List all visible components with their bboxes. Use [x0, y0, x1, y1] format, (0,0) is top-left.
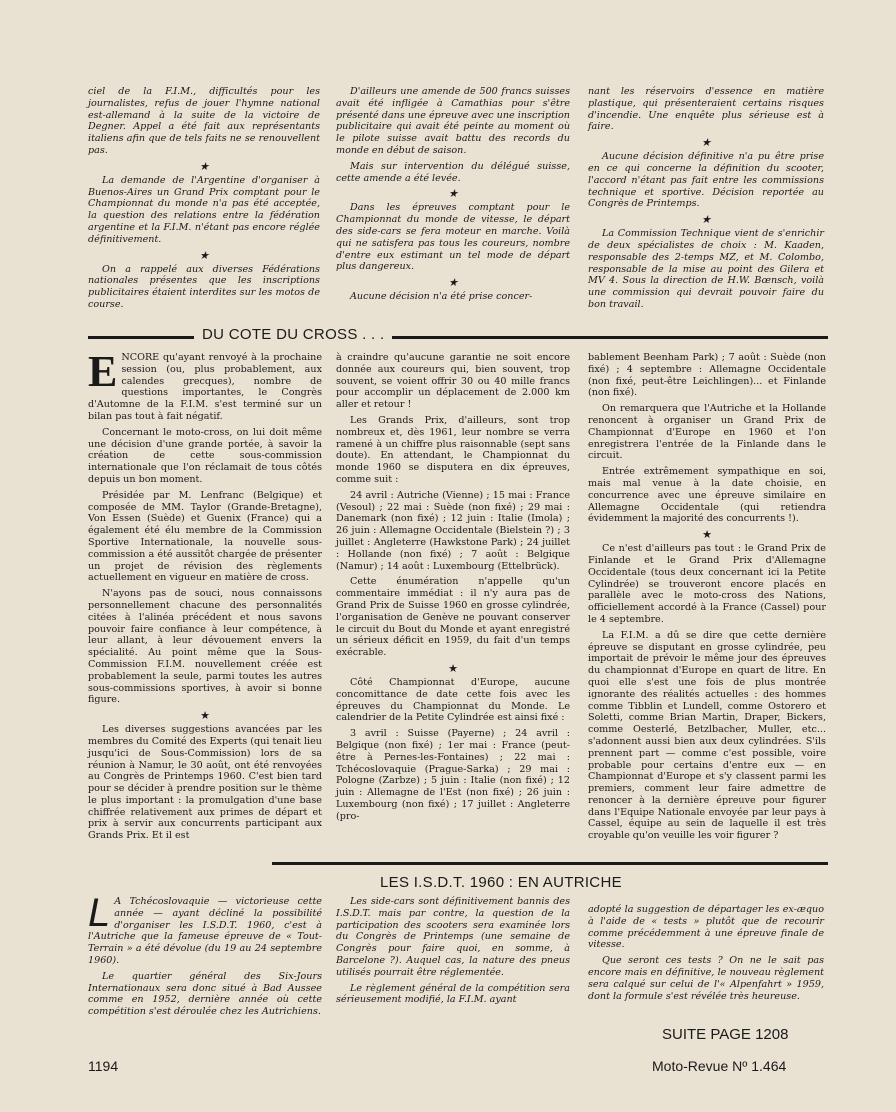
top-column-1 — [88, 86, 320, 315]
page-number: 1194 — [88, 1058, 119, 1074]
cross-column-2 — [336, 352, 570, 826]
paragraph: Le quartier général des Six-Jours Internationaux sera donc situé à Bad Aussee comme en 1952, dernière année où cette compétition s'est déroulée chez les Autrichiens. — [88, 970, 322, 1018]
paragraph: La Commission Technique vient de s'enrichir de deux spécialistes de choix : M. Kaaden, responsable des 2-temps MZ, et M. Colombo, responsable de la mise au point des Gilera et MV 4. Sous la direction de H.W. Bœnsch, voilà une commission qui devrait pouvoir faire du bon travail. — [588, 228, 824, 310]
top-column-2 — [336, 86, 570, 307]
section-heading-isdt: LES I.S.D.T. 1960 : EN AUTRICHE — [372, 874, 630, 891]
star-separator: ★ — [199, 248, 209, 262]
paragraph: La F.I.M. a dû se dire que cette dernière épreuve se disputant en grosse cylindrée, peu importait de prévoir le même jour des épreuves du championnat d'Europe en quart de litre. En quoi elle s'est une fois de plus montrée ignorante des réalités actuelles : des hommes comme Tibblin et Lundell, comme Ostorero et Soletti, comme Brian Martin, Draper, Bickers, comme Oesterlé, Betzlbacher, Muller, etc... s'adonnent aussi bien aux deux cylindrées. S'ils prennent part — comme c'est possible, voire probable pour certains d'entre eux — en Championnat d'Europe et s'y classent parmi les premiers, comment leur faire admettre de renoncer à la dernière épreuve pour figurer dans l'Equipe Nationale envoyée par leur pays à Cassel, équipe au sein de laquelle il est très croyable qu'on veuille les voir figurer ? — [588, 629, 826, 842]
paragraph-text: A Tchécoslovaquie — victorieuse cette année — ayant décliné la possibilité d'organiser les I.S.D.T. 1960, c'est à l'Autriche que la fameuse épreuve de « Tout-Terrain » a été dévolue (du 19 au 24 septembre 1960). — [88, 896, 322, 966]
paragraph: D'ailleurs une amende de 500 francs suisses avait été infligée à Camathias pour s'être présenté dans une épreuve avec une inscription publicitaire qui avait été peinte au moment où le pilote suisse avait battu des records du monde en début de saison. — [336, 86, 570, 156]
star-separator: ★ — [448, 187, 458, 201]
paragraph: N'ayons pas de souci, nous connaissons personnellement chacune des personnalités citées à l'alinéa précédent et nous savons pouvoir faire confiance à leur compétence, à leur allant, à leur dévouement envers la spécialité. Au point même que la Sous-Commission F.I.M. nouvellement créée est probablement la seule, parmi toutes les autres sous-commissions sportives, à avoir si bonne figure. — [88, 588, 322, 706]
paragraph: Aucune décision définitive n'a pu être prise en ce qui concerne la définition du scooter, l'accord n'étant pas fait entre les commissions technique et sportive. Décision reportée au Congrès de Printemps. — [588, 151, 824, 210]
paragraph: Concernant le moto-cross, on lui doit même une décision d'une grande portée, à savoir la création de cette sous-commission internationale que l'on réclamait de tous côtés depuis un bon moment. — [88, 426, 322, 485]
top-column-3 — [588, 86, 824, 315]
paragraph: à craindre qu'aucune garantie ne soit encore donnée aux coureurs qui, bien souvent, trop souvent, se voient offrir 30 ou 40 mille francs pour accomplir un déplacement de 2.000 km aller et retour ! — [336, 352, 570, 411]
paragraph: Dans les épreuves comptant pour le Championnat du monde de vitesse, le départ des side-cars se fera moteur en marche. Voilà qui ne satisfera pas tous les coureurs, nombre d'entre eux estimant un tel mode de départ plus dangereux. — [336, 202, 570, 273]
paragraph: Aucune décision n'a été prise concer- — [350, 291, 533, 303]
star-separator: ★ — [448, 276, 458, 290]
isdt-column-2 — [336, 896, 570, 1010]
paragraph: Les diverses suggestions avancées par les membres du Comité des Experts (qui tenait lieu jusqu'ici de Sous-Commission) lors de sa réunion à Namur, le 30 août, ont été renvoyées au Congrès de Printemps 1960. C'est bien tard pour se décider à prendre position sur le thème le plus important : la promulgation d'une base chiffrée relativement aux primes de départ et prix à servir aux concurrents participant aux Grands Prix. Et il est — [88, 724, 322, 842]
star-separator: ★ — [701, 213, 711, 227]
drop-cap: L — [88, 891, 111, 935]
paragraph: Que seront ces tests ? On ne le sait pas encore mais en définitive, le nouveau règlement sera calqué sur celui de l'« Alpenfahrt » 1959, dont la formule s'est révélée très heureuse. — [588, 955, 824, 1002]
paragraph: Entrée extrêmement sympathique en soi, mais mal venue à la date choisie, en concurrence avec une épreuve similaire en Allemagne Occidentale (qui retiendra évidemment la majorité des concurrents !). — [588, 466, 826, 525]
paragraph: bablement Beenham Park) ; 7 août : Suède (non fixé) ; 4 septembre : Allemagne Occidentale (non fixé, peut-être Leichlingen)... et Finlande (non fixé). — [588, 352, 826, 399]
paragraph: ciel de la F.I.M., difficultés pour les journalistes, refus de jouer l'hymne national est-allemand à la suite de la victoire de Degner. Appel a été fait aux représentants italiens afin que de tels faits ne se renouvellent pas. — [88, 86, 320, 156]
publication-name: Moto-Revue Nº 1.464 — [652, 1058, 787, 1074]
paragraph: Le règlement général de la compétition sera sérieusement modifié, la F.I.M. ayant — [336, 982, 570, 1006]
paragraph: Les Grands Prix, d'ailleurs, sont trop nombreux et, dès 1961, leur nombre se verra ramené à un chiffre plus raisonnable (sept sans doute). En attendant, le Championnat du monde 1960 se disputera en dix épreuves, comme suit : — [336, 414, 570, 485]
cross-column-3 — [588, 352, 826, 846]
paragraph: La demande de l'Argentine d'organiser à Buenos-Aires un Grand Prix comptant pour le Championnat du monde n'a pas été acceptée, la question des relations entre la fédération argentine et la F.I.M. n'étant pas encore réglée définitivement. — [88, 174, 320, 245]
paragraph: On remarquera que l'Autriche et la Hollande renoncent à organiser un Grand Prix de Championnat d'Europe en 1960 et l'on enregistrera l'entrée de la Finlande dans le circuit. — [588, 403, 826, 462]
paragraph: 3 avril : Suisse (Payerne) ; 24 avril : Belgique (non fixé) ; 1er mai : France (peut-être à Pernes-les-Fontaines) ; 22 mai : Tchécoslovaquie (Prague-Sarka) ; 29 mai : Pologne (Zarbze) ; 5 juin : Italie (non fixé) ; 12 juin : Allemagne de l'Est (non fixé) ; 26 juin : Luxembourg (non fixé) ; 17 juillet : Angleterre (pro- — [336, 728, 570, 822]
paragraph: Ce n'est d'ailleurs pas tout : le Grand Prix de Finlande et le Grand Prix d'Allemagne Occidentale (tous deux concernant ici la Petite Cylindrée) se trouveront encore placés en parallèle avec le moto-cross des Nations, officiellement accordé à la France (Cassel) pour le 4 septembre. — [588, 543, 826, 625]
paragraph: Cette énumération n'appelle qu'un commentaire immédiat : il n'y aura pas de Grand Prix de Suisse 1960 en grosse cylindrée, l'organisation de Genève ne pouvant conserver le circuit du Bout du Monde et ayant enregistré un sérieux déficit en 1959, du fait d'un temps exécrable. — [336, 576, 570, 659]
paragraph: Présidée par M. Lenfranc (Belgique) et composée de MM. Taylor (Grande-Bretagne), Von Essen (Suède) et Guenix (France) qui a également été élu membre de la Commission Sportive Internationale, la nouvelle sous-commission a été aussitôt chargée de présenter un projet de révision des règlements actuellement en vigueur en matière de cross. — [88, 489, 322, 584]
paragraph: Côté Championnat d'Europe, aucune concomittance de date cette fois avec les épreuves du Championnat du Monde. Le calendrier de la Petite Cylindrée est ainsi fixé : — [336, 676, 570, 724]
paragraph: nant les réservoirs d'essence en matière plastique, qui présenteraient certains risques d'incendie. Une enquête plus sérieuse est à faire. — [588, 86, 824, 133]
paragraph-text: NCORE qu'ayant renvoyé à la prochaine session (ou, plus probablement, aux calendes grecques), nombre de questions importantes, le Congrès d'Automne de la F.I.M. s'est terminé sur un bilan pas tout à fait négatif. — [88, 352, 322, 422]
paragraph: Les side-cars sont définitivement bannis des I.S.D.T. mais par contre, la question de la participation des scooters sera examinée lors du Congrès de Printemps (une semaine de Congrès pour faire quoi, en somme, à Barcelone ?). Auquel cas, la nature des pneus utilisés pourrait être réglementée. — [336, 896, 570, 978]
paragraph — [88, 347, 322, 423]
star-separator: ★ — [448, 661, 458, 675]
section-rule — [272, 862, 828, 865]
star-separator: ★ — [199, 159, 209, 173]
cross-column-1 — [88, 347, 322, 846]
paragraph: Mais sur intervention du délégué suisse, cette amende a été levée. — [336, 160, 570, 184]
paragraph: 24 avril : Autriche (Vienne) ; 15 mai : France (Vesoul) ; 22 mai : Suède (non fixé) ; 29 mai : Danemark (non fixé) ; 12 juin : Italie (Imola) ; 26 juin : Allemagne Occidentale (Bielstein ?) ; 3 juillet : Angleterre (Hawkstone Park) ; 24 juillet : Hollande (non fixé) ; 7 août : Belgique (Namur) ; 14 août : Luxembourg (Ettelbrück). — [336, 489, 570, 572]
drop-cap: E — [88, 347, 118, 396]
paragraph — [88, 891, 322, 967]
star-separator: ★ — [702, 528, 712, 542]
section-heading-cross: DU COTE DU CROSS . . . — [194, 326, 392, 343]
paragraph: On a rappelé aux diverses Fédérations nationales présentes que les inscriptions publicitaires étaient interdites sur les motos de course. — [88, 263, 320, 310]
isdt-column-3 — [588, 904, 824, 1006]
star-separator: ★ — [200, 709, 210, 723]
paragraph: adopté la suggestion de départager les ex-æquo à l'aide de « tests » plutôt que de recourir comme précédemment à une épreuve finale de vitesse. — [588, 904, 824, 951]
star-separator: ★ — [701, 136, 711, 150]
continued-note: SUITE PAGE 1208 — [662, 1026, 789, 1043]
isdt-column-1 — [88, 891, 322, 1022]
